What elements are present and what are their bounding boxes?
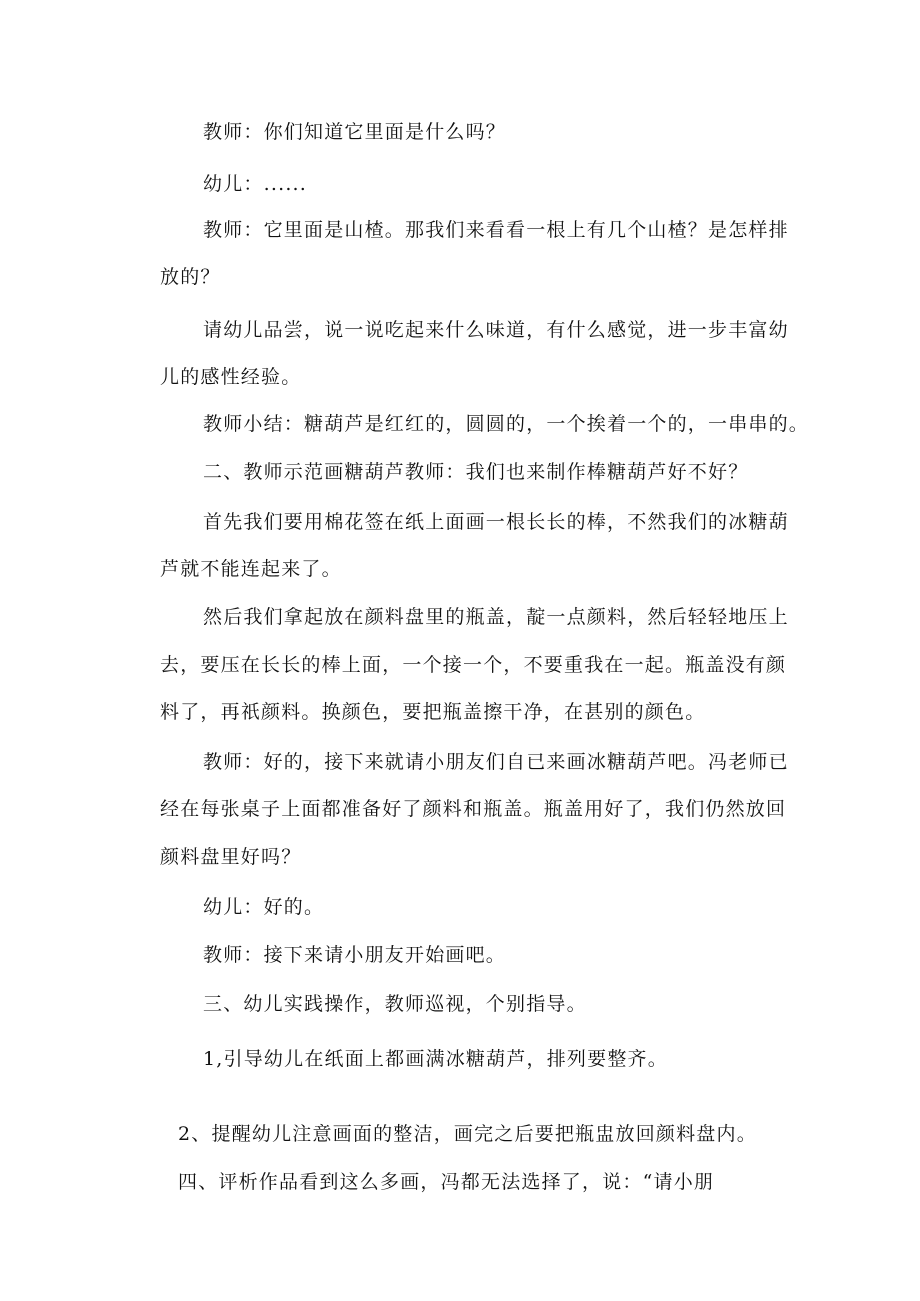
section-heading: 三、幼儿实践操作，教师巡视，个别指导。 xyxy=(203,993,587,1015)
paragraph-line: 教师：接下来请小朋友开始画吧。 xyxy=(203,944,507,966)
list-item: 1,引导幼儿在纸面上都画满冰糖葫芦，排列要整齐。 xyxy=(203,1048,668,1070)
paragraph-line: 料了，再祇颜料。换颜色，要把瓶盖擦干净，在甚别的颜色。 xyxy=(160,701,706,723)
paragraph-line: 教师：好的，接下来就请小朋友们自已来画冰糖葫芦吧。冯老师已 xyxy=(203,751,789,773)
paragraph-line: 儿的感性经验。 xyxy=(160,366,302,388)
paragraph-line: 颜料盘里好吗？ xyxy=(160,846,302,868)
paragraph-line: 教师：它里面是山楂。那我们来看看一根上有几个山楂？是怎样排 xyxy=(203,219,789,241)
paragraph-line: 教师：你们知道它里面是什么吗？ xyxy=(203,121,507,143)
section-heading: 二、教师示范画糖葫芦教师：我们也来制作棒糖葫芦好不好？ xyxy=(203,461,749,483)
paragraph-line: 去，要压在长长的棒上面，一个接一个，不要重我在一起。瓶盖没有颜 xyxy=(160,654,787,676)
paragraph-line: 经在每张桌子上面都准备好了颜料和瓶盖。瓶盖用好了，我们仍然放回 xyxy=(160,798,787,820)
paragraph-line: 请幼儿品尝，说一说吃起来什么味道，有什么感觉，进一步丰富幼 xyxy=(203,319,789,341)
paragraph-line: 幼儿：好的。 xyxy=(203,896,325,918)
paragraph-line: 教师小结：糖葫芦是红红的，圆圆的，一个挨着一个的，一串串的。 xyxy=(203,413,810,435)
section-heading: 四、评析作品看到这么多画，冯都无法选择了，说：“请小朋 xyxy=(178,1171,715,1193)
paragraph-line: 首先我们要用棉花签在纸上面画一根长长的棒，不然我们的冰糖葫 xyxy=(203,511,789,533)
list-item: 2、提醒幼儿注意画面的整洁，画完之后要把瓶盅放回颜料盘内。 xyxy=(178,1123,757,1145)
paragraph-line: 芦就不能连起来了。 xyxy=(160,558,342,580)
paragraph-line: 然后我们拿起放在颜料盘里的瓶盖，靛一点颜料，然后轻轻地压上 xyxy=(203,606,789,628)
paragraph-line: 幼儿：...... xyxy=(203,173,308,195)
paragraph-line: 放的？ xyxy=(160,266,221,288)
